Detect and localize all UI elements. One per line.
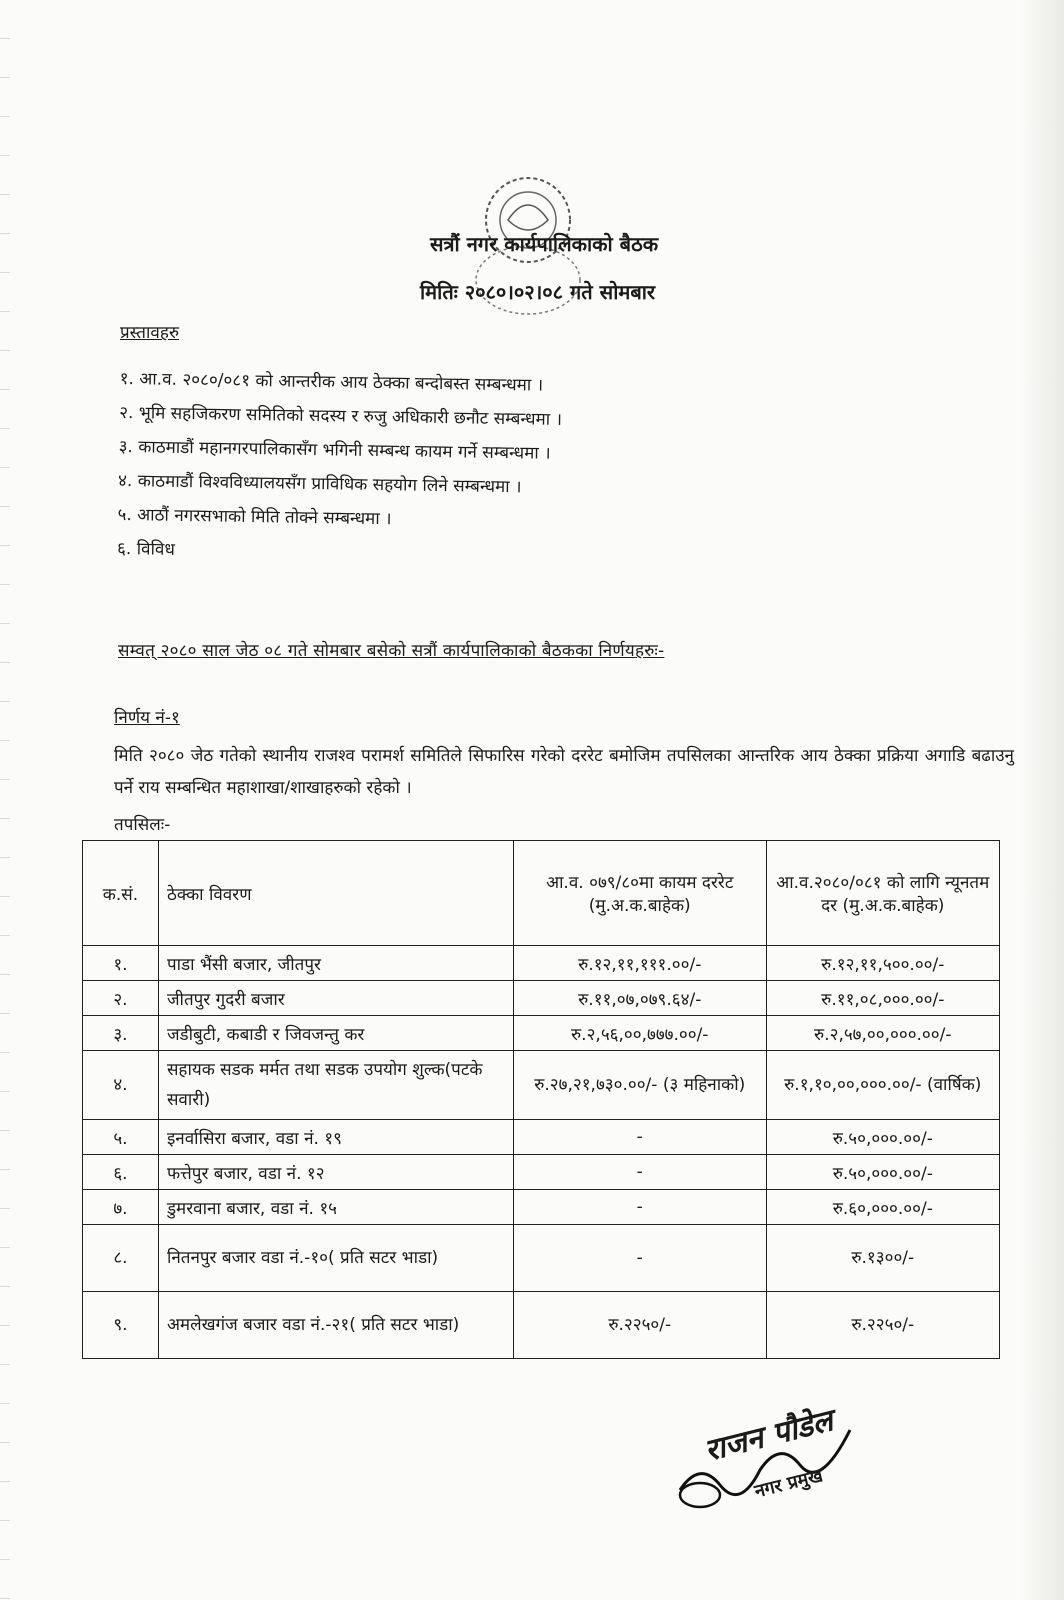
proposal-item: ३. काठमाडौं महानगरपालिकासँग भगिनी सम्बन्ध कायम गर्ने सम्बन्धमा ।: [118, 436, 551, 464]
cell-min-rate: रु.१२,११,५००.००/-: [766, 946, 999, 981]
page-right-edge: [1020, 0, 1064, 1600]
cell-sn: २.: [83, 981, 159, 1016]
decisions-heading: सम्वत् २०८० साल जेठ ०८ गते सोमबार बसेको सत्रौं कार्यपालिकाको बैठकका निर्णयहरुः-: [118, 641, 665, 661]
cell-sn: ६.: [83, 1155, 159, 1190]
cell-description: जडीबुटी, कबाडी र जिवजन्तु कर: [158, 1016, 513, 1051]
cell-prev-rate: रु.१२,११,१११.००/-: [513, 946, 766, 981]
proposal-item: ५. आठौं नगरसभाको मिति तोक्ने सम्बन्धमा ।: [117, 504, 392, 530]
cell-prev-rate: -: [513, 1225, 766, 1292]
cell-prev-rate: रु.२२५०/-: [513, 1292, 766, 1359]
table-row: [83, 981, 1000, 1016]
table-row: [83, 1190, 1000, 1225]
header-min-rate: आ.व.२०८०/०८१ को लागि न्यूनतम दर (मु.अ.क.बाहेक): [766, 841, 999, 946]
proposal-item: २. भूमि सहजिकरण समितिको सदस्य र रुजु अधिकारी छनौट सम्बन्धमा ।: [119, 402, 563, 430]
cell-min-rate: रु.१,१०,००,०००.००/- (वार्षिक): [766, 1051, 999, 1120]
cell-prev-rate: रु.११,०७,०७९.६४/-: [513, 981, 766, 1016]
cell-description: जीतपुर गुदरी बजार: [158, 981, 513, 1016]
cell-sn: १.: [83, 946, 159, 981]
cell-min-rate: रु.२२५०/-: [766, 1292, 999, 1359]
table-row: [83, 1120, 1000, 1155]
cell-sn: ८.: [83, 1225, 159, 1292]
signatory-name: राजन पौडेल: [701, 1403, 837, 1469]
header-sn: क.सं.: [83, 841, 159, 946]
table-row: [83, 1155, 1000, 1190]
table-header-row: [83, 841, 1000, 946]
proposal-item: १. आ.व. २०८०/०८१ को आन्तरीक आय ठेक्का बन्दोबस्त सम्बन्धमा ।: [119, 368, 544, 396]
table-row: [83, 946, 1000, 981]
cell-prev-rate: रु.२७,२१,७३०.००/- (३ महिनाको): [513, 1051, 766, 1120]
cell-prev-rate: रु.२,५६,००,७७७.००/-: [513, 1016, 766, 1051]
cell-sn: ५.: [83, 1120, 159, 1155]
cell-min-rate: रु.६०,०००.००/-: [766, 1190, 999, 1225]
cell-prev-rate: -: [513, 1155, 766, 1190]
meeting-title: सत्रौं नगर कार्यपालिकाको बैठक: [430, 232, 659, 256]
cell-description: इनर्वासिरा बजार, वडा नं. १९: [158, 1120, 513, 1155]
meeting-date: मितिः २०८०।०२।०८ गते सोमबार: [420, 280, 656, 304]
cell-sn: ४.: [83, 1051, 159, 1120]
table-row: [83, 1225, 1000, 1292]
cell-sn: ९.: [83, 1292, 159, 1359]
cell-min-rate: रु.१३००/-: [766, 1225, 999, 1292]
cell-sn: ३.: [83, 1016, 159, 1051]
cell-description: डुमरवाना बजार, वडा नं. १५: [158, 1190, 513, 1225]
header-prev-rate: आ.व. ०७९/८०मा कायम दररेट (मु.अ.क.बाहेक): [513, 841, 766, 946]
proposal-item: ४. काठमाडौं विश्वविध्यालयसँग प्राविधिक सहयोग लिने सम्बन्धमा ।: [117, 470, 522, 498]
proposals-label: प्रस्तावहरु: [120, 323, 180, 343]
cell-min-rate: रु.११,०८,०००.००/-: [766, 981, 999, 1016]
cell-min-rate: रु.५०,०००.००/-: [766, 1155, 999, 1190]
cell-prev-rate: -: [513, 1120, 766, 1155]
proposal-item: ६. विविध: [116, 538, 176, 560]
header-description: ठेक्का विवरण: [158, 841, 513, 946]
decision-text: मिति २०८० जेठ गतेको स्थानीय राजश्व परामर्श समितिले सिफारिस गरेको दररेट बमोजिम तपसिलका आन्तरिक आय ठेक्का प्रक्रिया अगाडि बढाउनु पर्ने राय सम्बन्धित महाशाखा/शाखाहरुको रहेको ।: [114, 746, 1014, 798]
cell-min-rate: रु.२,५७,००,०००.००/-: [766, 1016, 999, 1051]
details-label: तपसिलः-: [114, 815, 171, 835]
proposals-list: [117, 362, 563, 573]
table-row: [83, 1016, 1000, 1051]
cell-description: नितनपुर बजार वडा नं.-१०( प्रति सटर भाडा): [158, 1225, 513, 1292]
table-row: [83, 1292, 1000, 1359]
cell-description: पाडा भैंसी बजार, जीतपुर: [158, 946, 513, 981]
contract-rates-table: [82, 840, 1000, 1359]
cell-min-rate: रु.५०,०००.००/-: [766, 1120, 999, 1155]
page-left-edge: [0, 0, 10, 1600]
cell-description: सहायक सडक मर्मत तथा सडक उपयोग शुल्क(पटके सवारी): [158, 1051, 513, 1120]
signatory-role: नगर प्रमुख: [752, 1465, 825, 1503]
cell-description: फत्तेपुर बजार, वडा नं. १२: [158, 1155, 513, 1190]
cell-prev-rate: -: [513, 1190, 766, 1225]
table-row: [83, 1051, 1000, 1120]
cell-description: अमलेखगंज बजार वडा नं.-२१( प्रति सटर भाडा): [158, 1292, 513, 1359]
decision-number: निर्णय नं-१: [114, 708, 180, 728]
cell-sn: ७.: [83, 1190, 159, 1225]
